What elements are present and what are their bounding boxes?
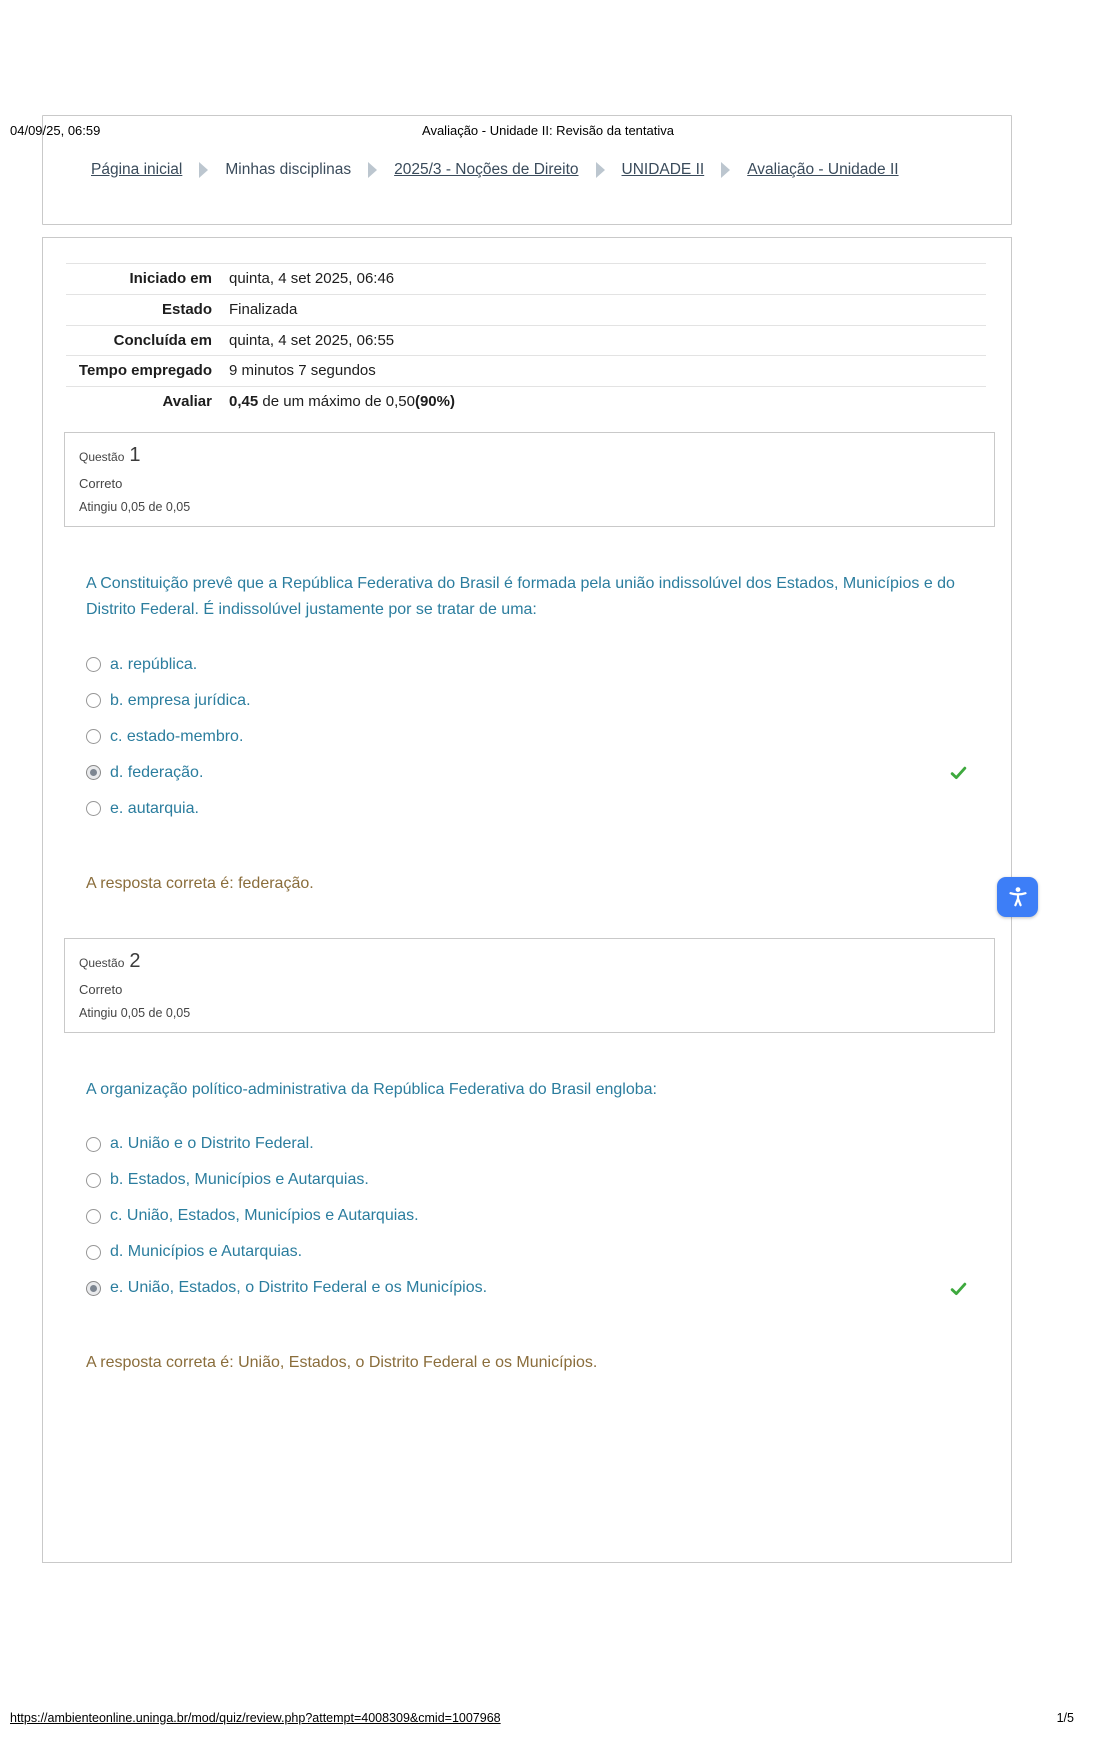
- breadcrumb-separator-icon: [721, 162, 730, 178]
- option-label: a. república.: [110, 655, 198, 673]
- question-number: [79, 444, 980, 467]
- breadcrumb-item-courses[interactable]: Minhas disciplinas: [225, 161, 352, 178]
- option-label: e. União, Estados, o Distrito Federal e os Municípios.: [110, 1279, 488, 1297]
- summary-row-state: [66, 294, 986, 325]
- option-row-selected: [86, 1270, 986, 1306]
- question-info-box: [64, 432, 995, 527]
- quiz-review-panel: [42, 237, 1012, 1563]
- question-content: [43, 1077, 1011, 1373]
- radio-button[interactable]: [86, 1245, 101, 1260]
- option-label: c. União, Estados, Municípios e Autarquias.: [110, 1207, 419, 1225]
- option-row: [86, 1234, 986, 1270]
- option-row: [86, 791, 986, 827]
- radio-button-checked[interactable]: [86, 765, 101, 780]
- question-block-2: [43, 938, 1011, 1373]
- question-content: [43, 571, 1011, 893]
- radio-button[interactable]: [86, 1173, 101, 1188]
- footer-url: https://ambienteonline.uninga.br/mod/quiz/review.php?attempt=4008309&cmid=1007968: [10, 1711, 501, 1725]
- breadcrumb-item-home[interactable]: Página inicial: [91, 161, 183, 178]
- question-feedback: A resposta correta é: União, Estados, o Distrito Federal e os Municípios.: [86, 1354, 598, 1372]
- answer-options: [86, 1126, 986, 1306]
- option-label: a. União e o Distrito Federal.: [110, 1135, 314, 1153]
- radio-button[interactable]: [86, 801, 101, 816]
- radio-button[interactable]: [86, 693, 101, 708]
- question-status: Correto: [79, 475, 123, 491]
- question-number-value: 1: [129, 443, 141, 466]
- option-label: d. federação.: [110, 763, 204, 781]
- radio-button[interactable]: [86, 729, 101, 744]
- footer-page-number: 1/5: [1056, 1711, 1074, 1725]
- option-label: b. Estados, Municípios e Autarquias.: [110, 1171, 369, 1189]
- question-info-box: [64, 938, 995, 1033]
- answer-options: [86, 647, 986, 827]
- grade-max-text: de um máximo de 0,50: [258, 393, 415, 410]
- question-text: A Constituição prevê que a República Federativa do Brasil é formada pela união indissolúvel dos Estados, Municípios e do Distrito Federal. É indissolúvel justamente por se tratar de uma:: [86, 574, 955, 618]
- attempt-summary-table: [66, 263, 986, 417]
- summary-label: Iniciado em: [129, 270, 212, 287]
- summary-row-grade: [66, 386, 986, 417]
- breadcrumb-separator-icon: [596, 162, 605, 178]
- option-label: d. Municípios e Autarquias.: [110, 1243, 303, 1261]
- breadcrumb-separator-icon: [199, 162, 208, 178]
- question-number: [79, 950, 980, 973]
- option-row: [86, 683, 986, 719]
- radio-button[interactable]: [86, 1137, 101, 1152]
- breadcrumb-item-quiz[interactable]: Avaliação - Unidade II: [747, 161, 899, 178]
- question-points: Atingiu 0,05 de 0,05: [79, 499, 191, 514]
- radio-button[interactable]: [86, 1209, 101, 1224]
- correct-check-icon: [949, 763, 968, 782]
- option-label: b. empresa jurídica.: [110, 691, 251, 709]
- summary-value: quinta, 4 set 2025, 06:55: [229, 331, 395, 349]
- breadcrumb-item-course[interactable]: 2025/3 - Noções de Direito: [394, 161, 579, 178]
- radio-button-checked[interactable]: [86, 1281, 101, 1296]
- option-label: e. autarquia.: [110, 799, 199, 817]
- summary-value: [229, 391, 986, 413]
- summary-row-started: [66, 263, 986, 294]
- option-label: c. estado-membro.: [110, 727, 244, 745]
- grade-value: 0,45: [229, 393, 259, 410]
- question-block-1: [43, 432, 1011, 893]
- summary-label: Concluída em: [113, 331, 212, 349]
- grade-percent: (90%): [414, 393, 455, 410]
- summary-value: quinta, 4 set 2025, 06:46: [229, 270, 395, 287]
- breadcrumb-separator-icon: [368, 162, 377, 178]
- print-header: [0, 121, 1096, 143]
- question-text: A organização político-administrativa da República Federativa do Brasil engloba:: [86, 1080, 657, 1098]
- question-status: Correto: [79, 981, 123, 997]
- summary-label: Estado: [161, 300, 212, 318]
- option-row: [86, 647, 986, 683]
- summary-label: Tempo empregado: [78, 362, 212, 380]
- question-number-value: 2: [129, 949, 141, 972]
- summary-row-time-taken: [66, 355, 986, 386]
- option-row: [86, 1162, 986, 1198]
- breadcrumb-item-section[interactable]: UNIDADE II: [621, 161, 705, 178]
- correct-check-icon: [949, 1279, 968, 1298]
- option-row: [86, 719, 986, 755]
- summary-label: Avaliar: [162, 393, 212, 410]
- summary-row-completed: [66, 325, 986, 356]
- question-number-word: Questão: [79, 449, 125, 464]
- question-number-word: Questão: [79, 955, 125, 970]
- accessibility-button[interactable]: [997, 877, 1038, 917]
- option-row: [86, 1198, 986, 1234]
- option-row-selected: [86, 755, 986, 791]
- header-title: Avaliação - Unidade II: Revisão da tentativa: [422, 123, 674, 138]
- question-points: Atingiu 0,05 de 0,05: [79, 1005, 191, 1020]
- accessibility-icon: [1006, 885, 1030, 909]
- header-datetime: 04/09/25, 06:59: [10, 123, 101, 138]
- summary-value: Finalizada: [229, 300, 298, 318]
- radio-button[interactable]: [86, 657, 101, 672]
- summary-value: 9 minutos 7 segundos: [229, 362, 376, 380]
- question-feedback: A resposta correta é: federação.: [86, 874, 314, 892]
- option-row: [86, 1126, 986, 1162]
